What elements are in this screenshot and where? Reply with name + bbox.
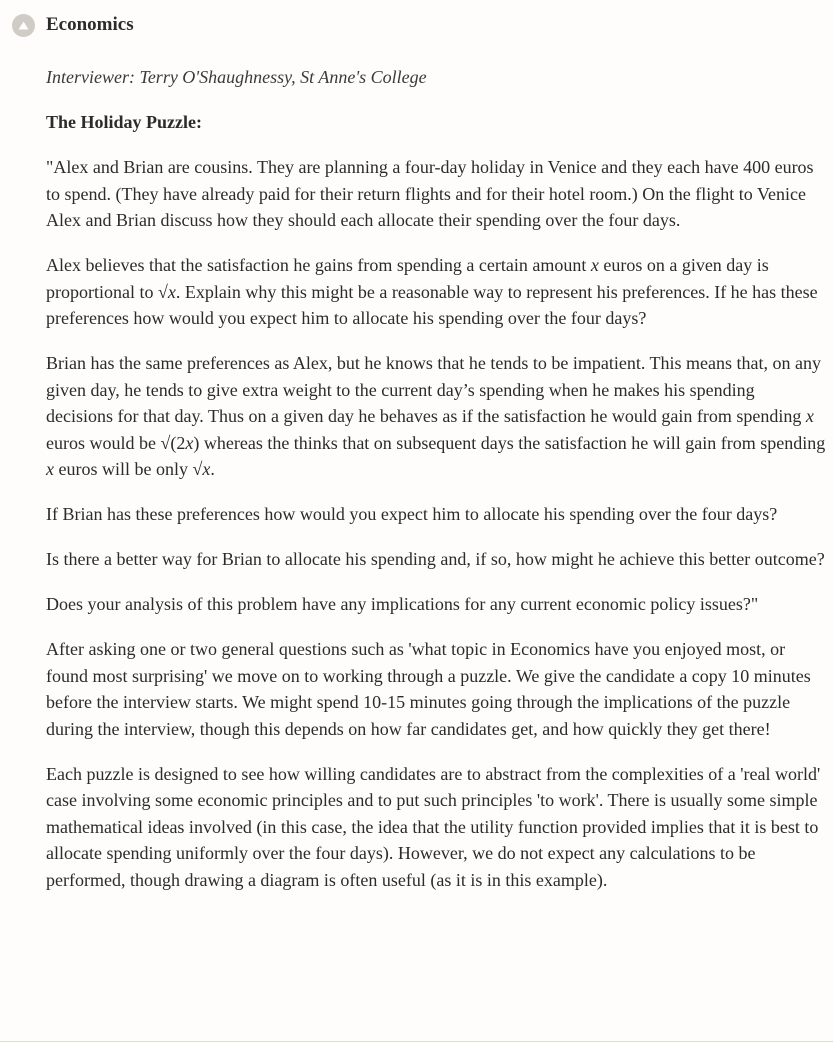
- paragraph-better-way: Is there a better way for Brian to allocate his spending and, if so, how might he achieve this better outcome?: [46, 549, 825, 569]
- math-variable: x: [590, 255, 599, 275]
- paragraph-puzzle-design: Each puzzle is designed to see how willing candidates are to abstract from the complexities of a 'real world' case involving some economic principles and to put such principles 'to work'. There is usually some simple mathematical ideas involved (in this case, the idea that the utility function provided implies that it is best to allocate spending uniformly over the four days). However, we do not expect any calculations to be performed, though drawing a diagram is often useful (as it is in this example).: [46, 763, 821, 890]
- interviewer-credit: Interviewer: Terry O'Shaughnessy, St Anne's College: [46, 67, 427, 87]
- paragraph-brian-question: If Brian has these preferences how would you expect him to allocate his spending over the four days?: [46, 504, 778, 524]
- paragraph-brian: Brian has the same preferences as Alex, but he knows that he tends to be impatient. This means that, on any given day, he tends to give extra weight to the current day’s spending when he makes his spending decisions for that day. Thus on a given day he behaves as if the satisfaction he would gain from spending x euros would be √(2x) whereas the thinks that on subsequent days the satisfaction he will gain from spending x euros will be only √x.: [46, 353, 826, 479]
- math-variable: x: [46, 459, 54, 479]
- article-body: [46, 64, 826, 912]
- paragraph-policy: Does your analysis of this problem have any implications for any current economic policy issues?": [46, 594, 759, 614]
- puzzle-title: The Holiday Puzzle:: [46, 112, 202, 132]
- divider: [0, 1041, 833, 1042]
- triangle-up-icon[interactable]: [12, 14, 35, 37]
- section-title: Economics: [46, 14, 134, 35]
- math-variable: x: [167, 281, 176, 302]
- paragraph-alex: Alex believes that the satisfaction he gains from spending a certain amount x euros on a given day is proportional to √x. Explain why this might be a reasonable way to represent his preferences. If he has these preferences how would you expect him to allocate his spending over the four days?: [46, 255, 818, 328]
- section-header-toggle[interactable]: [12, 12, 134, 38]
- paragraph-intro: "Alex and Brian are cousins. They are planning a four-day holiday in Venice and they each have 400 euros to spend. (They have already paid for their return flights and for their hotel room.) On the flight to Venice Alex and Brian discuss how they should each allocate their spending over the four days.: [46, 157, 814, 230]
- paragraph-interview-process: After asking one or two general questions such as 'what topic in Economics have you enjoyed most, or found most surprising' we move on to working through a puzzle. We give the candidate a copy 10 minutes before the interview starts. We might spend 10-15 minutes going through the implications of the puzzle during the interview, though this depends on how far candidates get, and how quickly they get there!: [46, 639, 811, 739]
- math-variable: x: [202, 459, 211, 479]
- math-variable: x: [185, 432, 194, 453]
- math-variable: x: [805, 406, 814, 426]
